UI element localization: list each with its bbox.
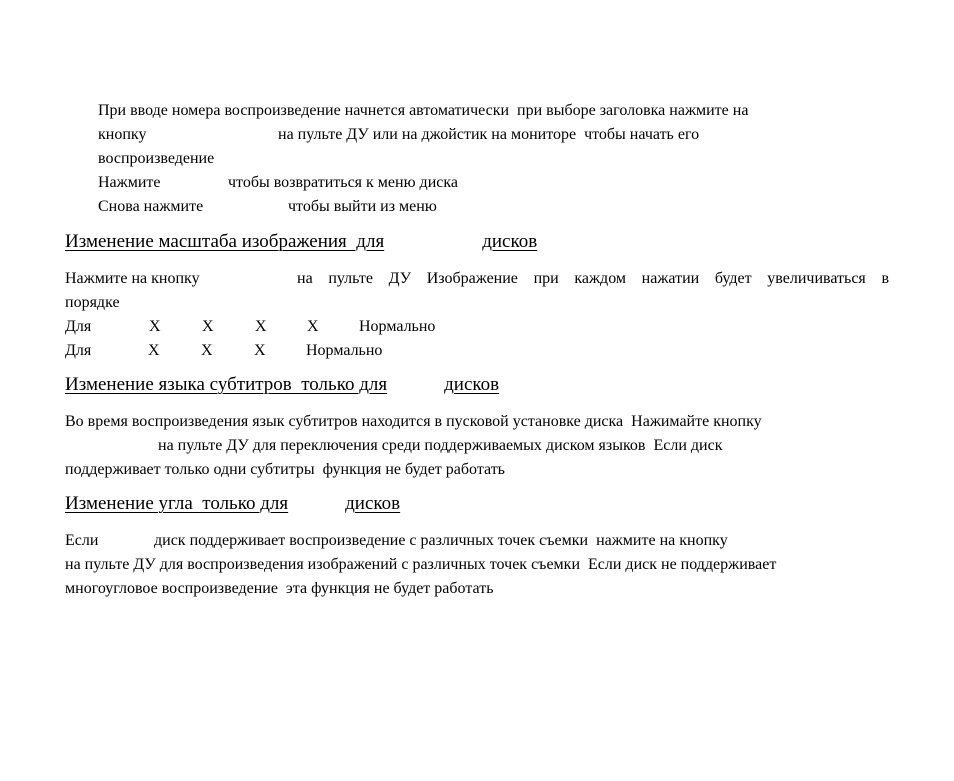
zoom-row-1-label: Для [65, 318, 92, 335]
zoom-paragraph-line-1-end: на пульте ДУ Изображение при каждом нажатии будет увеличиваться в [297, 270, 889, 287]
zoom-row-1-normal: Нормально [359, 318, 436, 335]
subtitles-line-1: Во время воспроизведения язык субтитров находится в пусковой установке диска Нажимайте кнопку [65, 413, 762, 430]
intro-line-2-end: на пульте ДУ или на джойстик на мониторе чтобы начать его [278, 126, 700, 143]
subtitles-heading-end: дисков [444, 374, 500, 395]
zoom-row-2-step: X [201, 342, 213, 359]
zoom-row-2-label: Для [65, 342, 92, 359]
intro-line-2-start: кнопку [98, 126, 147, 143]
intro-line-4-end: чтобы возвратиться к меню диска [228, 174, 458, 191]
zoom-row-1-step: X [149, 318, 161, 335]
subtitles-line-2: на пульте ДУ для переключения среди поддерживаемых диском языков Если диск [158, 437, 723, 454]
angle-line-3: многоугловое воспроизведение эта функция не будет работать [65, 580, 494, 597]
angle-line-1-start: Если [65, 532, 99, 549]
angle-heading-end: дисков [345, 493, 401, 514]
zoom-heading-start: Изменение масштаба изображения для [65, 231, 385, 252]
zoom-row-1-step: X [307, 318, 319, 335]
zoom-row-1-step: X [255, 318, 267, 335]
zoom-row-1-step: X [202, 318, 214, 335]
zoom-row-2-step: X [148, 342, 160, 359]
subtitles-line-3: поддерживает только одни субтитры функция не будет работать [65, 461, 505, 478]
intro-line-5-start: Снова нажмите [98, 198, 204, 215]
subtitles-heading-start: Изменение языка субтитров только для [65, 374, 388, 395]
zoom-paragraph-line-2: порядке [65, 294, 120, 311]
zoom-row-2-normal: Нормально [306, 342, 383, 359]
intro-line-1: При вводе номера воспроизведение начнется автоматически при выборе заголовка нажмите на [98, 102, 749, 119]
zoom-paragraph-line-1-start: Нажмите на кнопку [65, 270, 200, 287]
subtitles-heading [65, 374, 557, 396]
intro-line-3: воспроизведение [98, 150, 215, 167]
zoom-row-2-step: X [254, 342, 266, 359]
intro-line-4-start: Нажмите [98, 174, 161, 191]
intro-line-5-end: чтобы выйти из меню [288, 198, 437, 215]
zoom-heading-end: дисков [482, 231, 538, 252]
angle-heading-start: Изменение угла только для [65, 493, 289, 514]
angle-line-1-end: диск поддерживает воспроизведение с различных точек съемки нажмите на кнопку [154, 532, 728, 549]
angle-heading [65, 493, 447, 515]
angle-line-2: на пульте ДУ для воспроизведения изображений с различных точек съемки Если диск не поддерживает [65, 556, 777, 573]
zoom-heading [65, 231, 605, 253]
